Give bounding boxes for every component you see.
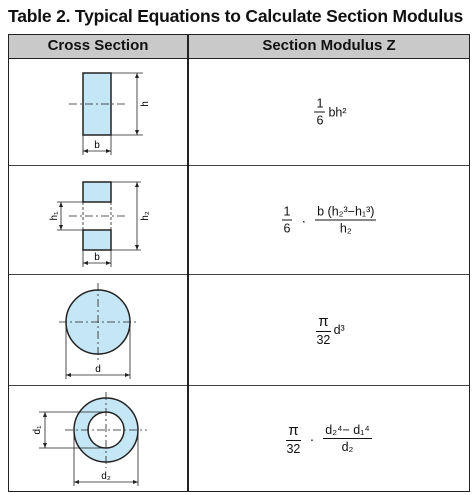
header-section-modulus: Section Modulus Z	[262, 37, 396, 54]
table-header	[9, 35, 469, 59]
formula-denominator: 6	[283, 221, 291, 236]
table-row	[9, 386, 469, 491]
section-modulus-table	[8, 34, 470, 492]
formula-hollow-circle	[189, 422, 469, 456]
formula-expression: bh²	[328, 105, 347, 119]
formula-denominator: 32	[286, 441, 301, 456]
label-b: b	[94, 140, 100, 151]
formula-cell	[189, 59, 469, 165]
formula-cell	[189, 275, 469, 385]
formula-numerator-2: b (h₂³−h₁³)	[317, 204, 375, 219]
formula-denominator-2: h₂	[339, 221, 352, 236]
table-row	[9, 166, 469, 275]
formula-numerator: 1	[283, 204, 291, 219]
top-flange-shape	[83, 182, 111, 202]
label-d2: d₂	[101, 471, 111, 482]
cross-section-cell	[9, 386, 187, 491]
table-row	[9, 275, 469, 386]
cross-section-cell	[9, 166, 187, 274]
label-b: b	[94, 252, 100, 263]
formula-numerator: π	[318, 313, 329, 330]
formula-hollow-rectangle	[189, 205, 469, 236]
column-divider	[187, 35, 189, 491]
label-d1: d₁	[32, 425, 43, 435]
label-h: h	[140, 101, 151, 107]
formula-dot: ·	[309, 430, 315, 447]
formula-denominator: 32	[316, 333, 331, 347]
formula-solid-circle	[189, 313, 469, 347]
label-h2: h₂	[140, 211, 151, 221]
formula-dot: ·	[301, 212, 307, 228]
solid-circle-diagram	[9, 275, 187, 385]
formula-numerator-2: d₂⁴− d₁⁴	[325, 423, 370, 437]
table-title: Table 2. Typical Equations to Calculate Section Modulus	[8, 6, 464, 26]
header-cross-section: Cross Section	[47, 37, 149, 54]
table-row	[9, 59, 469, 166]
formula-denominator-2: d₂	[341, 440, 354, 454]
formula-expression: d³	[333, 323, 345, 337]
bottom-flange-shape	[83, 230, 111, 250]
hollow-rectangle-diagram	[9, 166, 187, 274]
formula-rectangle	[189, 97, 469, 128]
label-h1: h₁	[49, 211, 60, 221]
cross-section-cell	[9, 275, 187, 385]
formula-numerator: 1	[316, 96, 324, 111]
cross-section-cell	[9, 59, 187, 165]
hollow-circle-diagram	[9, 386, 187, 490]
formula-cell	[189, 386, 469, 491]
formula-numerator: π	[288, 421, 299, 439]
label-d: d	[95, 364, 101, 375]
formula-cell	[189, 166, 469, 274]
rectangle-diagram	[9, 59, 187, 165]
formula-denominator: 6	[316, 113, 324, 128]
